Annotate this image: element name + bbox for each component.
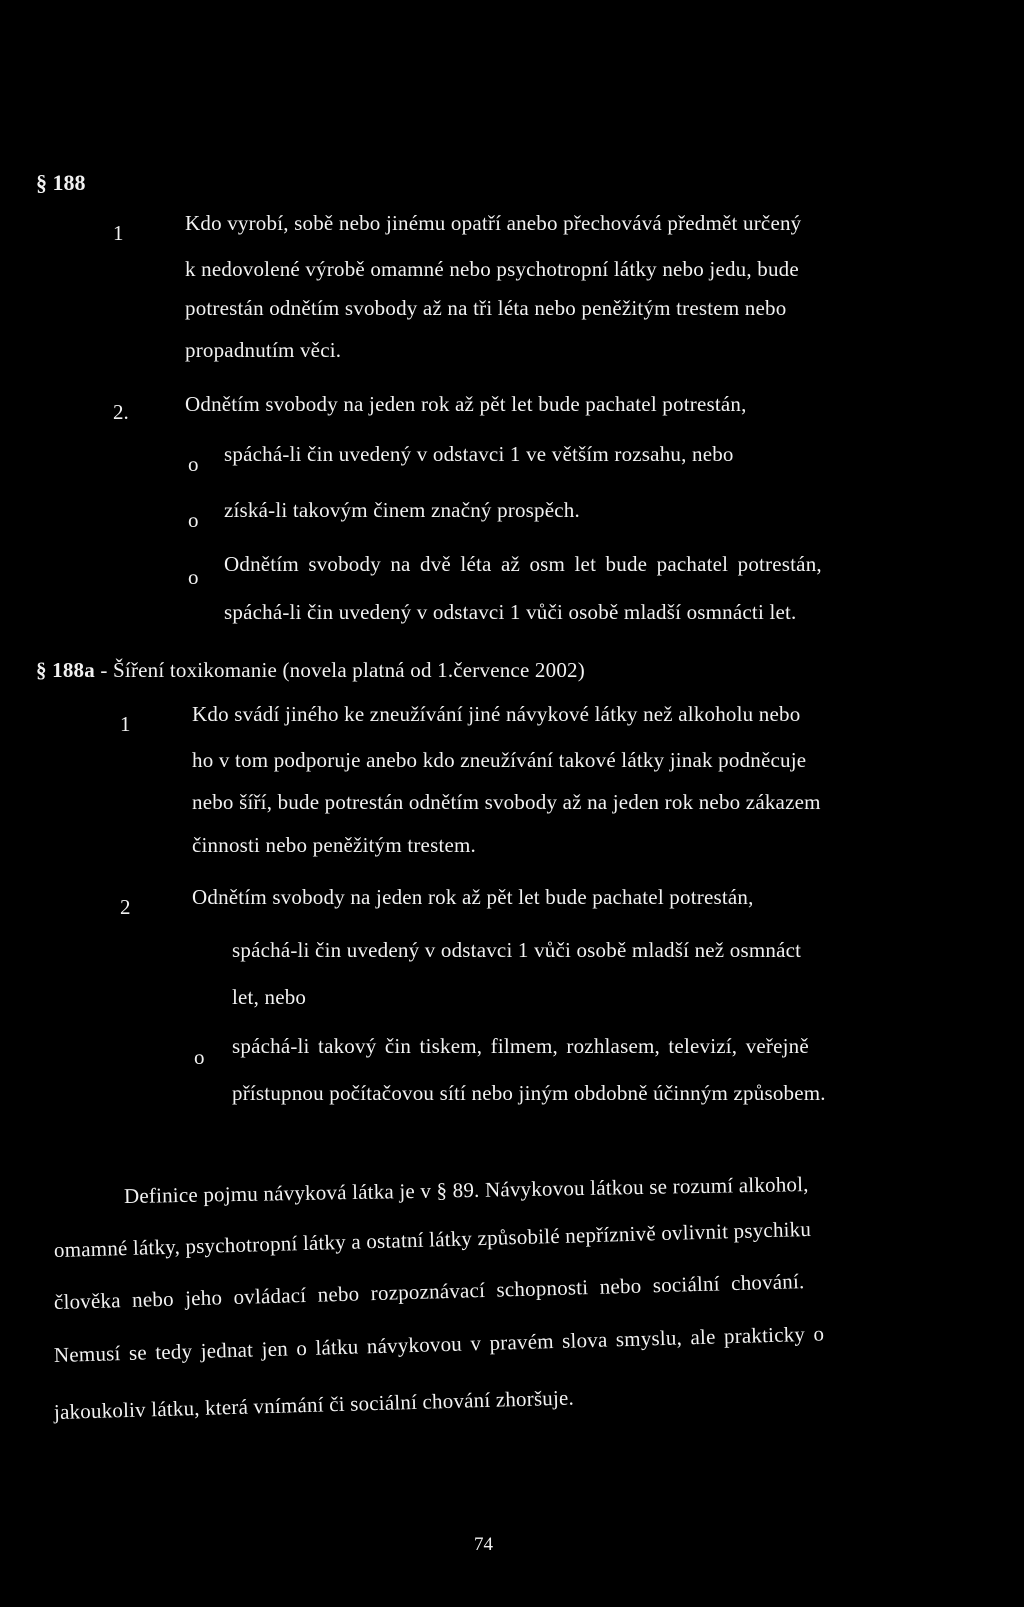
list-item: spáchá-li čin uvedený v odstavci 1 vůči osobě mladší osmnácti let. [224,600,797,624]
paragraph-line: k nedovolené výrobě omamné nebo psychotropní látky nebo jedu, bude [185,257,799,281]
list-item: spáchá-li čin uvedený v odstavci 1 ve větším rozsahu, nebo [224,442,734,466]
paragraph-line: potrestán odnětím svobody až na tři léta nebo peněžitým trestem nebo [185,296,787,320]
note-line: jakoukoliv látku, která vnímání či sociální chování zhoršuje. [53,1385,575,1424]
paragraph-line: Odnětím svobody na jeden rok až pět let bude pachatel potrestán, [192,885,754,909]
list-item: spáchá-li takový čin tiskem, filmem, rozhlasem, televizí, veřejně [232,1034,809,1058]
section-188a-title: - Šíření toxikomanie (novela platná od 1.července 2002) [94,658,585,682]
list-item: Odnětím svobody na dvě léta až osm let bude pachatel potrestán, [224,552,822,576]
paragraph-line: propadnutím věci. [185,338,342,362]
list-item: let, nebo [232,985,307,1009]
paragraph-line: činnosti nebo peněžitým trestem. [192,833,476,857]
list-bullet: o [188,452,199,476]
list-bullet: o [188,508,199,532]
paragraph-number: 2. [113,400,129,424]
list-item: získá-li takovým činem značný prospěch. [224,498,580,522]
paragraph-line: Odnětím svobody na jeden rok až pět let bude pachatel potrestán, [185,392,747,416]
page-number: 74 [474,1534,493,1555]
paragraph-number: 1 [113,221,124,245]
paragraph-line: Kdo vyrobí, sobě nebo jinému opatří anebo přechovává předmět určený [185,211,802,235]
section-188a-heading [36,658,585,683]
paragraph-number: 1 [120,712,131,736]
note-line: Definice pojmu návyková látka je v § 89. Návykovou látkou se rozumí alkohol, [123,1172,809,1208]
section-188-heading: § 188 [36,170,86,195]
note-line: omamné látky, psychotropní látky a ostatní látky způsobilé nepříznivě ovlivnit psychiku [53,1216,812,1262]
list-item: přístupnou počítačovou sítí nebo jiným obdobně účinným způsobem. [232,1081,826,1105]
list-item: spáchá-li čin uvedený v odstavci 1 vůči osobě mladší než osmnáct [232,938,802,962]
list-bullet: o [194,1045,205,1069]
paragraph-line: ho v tom podporuje anebo kdo zneužívání takové látky jinak podněcuje [192,748,807,772]
paragraph-number: 2 [120,895,131,919]
paragraph-line: Kdo svádí jiného ke zneužívání jiné návykové látky než alkoholu nebo [192,702,801,726]
list-bullet: o [188,565,199,589]
section-188a-mark: § 188a [36,658,95,682]
note-line: člověka nebo jeho ovládací nebo rozpoznávací schopnosti nebo sociální chování. [53,1269,805,1314]
paragraph-line: nebo šíří, bude potrestán odnětím svobody až na jeden rok nebo zákazem [192,790,821,814]
note-line: Nemusí se tedy jednat jen o látku návykovou v pravém slova smyslu, ale prakticky o [53,1321,825,1367]
